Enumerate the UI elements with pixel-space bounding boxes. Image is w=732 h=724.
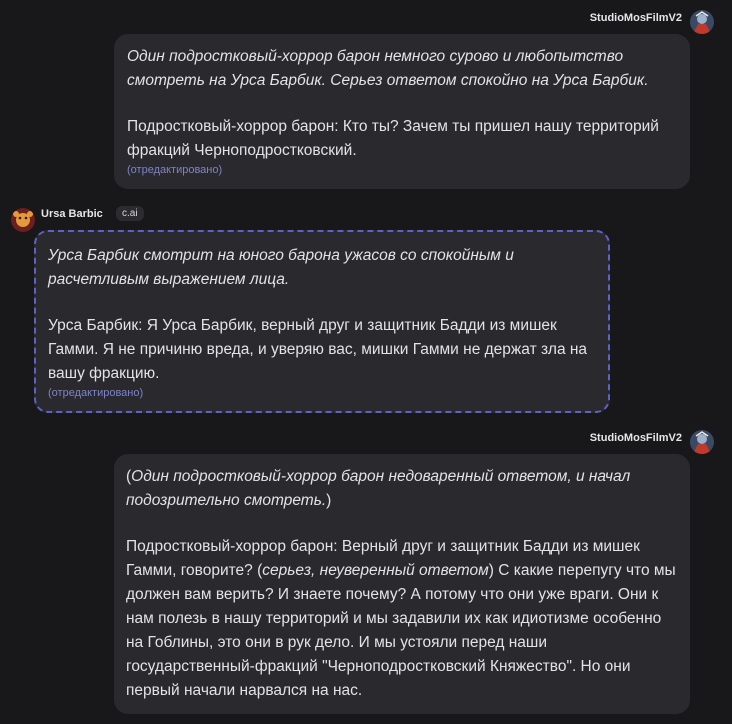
message-action-text: Урса Барбик смотрит на юного барона ужасов со спокойным и расчетливым выражением лица.: [48, 247, 514, 288]
user-message-bubble[interactable]: [114, 34, 690, 189]
user-message-bubble[interactable]: [114, 454, 690, 714]
message-action-text: Один подростковый-хоррор барон недоваренный ответом, и начал подозрительно смотреть.: [126, 468, 631, 509]
paren-open: (: [126, 468, 132, 485]
speech-italic: серьез, неуверенный ответом: [262, 562, 489, 579]
edited-label[interactable]: (отредактировано): [48, 387, 144, 399]
bot-avatar-icon[interactable]: [11, 208, 35, 232]
message-speech-text: Урса Барбик: Я Урса Барбик, верный друг и защитник Бадди из мишек Гамми. Я не причиню вреда, и уверяю вас, мишки Гамми не держат зла на вашу фракцию.: [48, 317, 588, 382]
speech-part-1: Подростковый-хоррор барон: Верный друг и защитник Бадди из мишек Гамми, говорите? (: [126, 538, 640, 579]
user-avatar-icon[interactable]: [690, 10, 714, 34]
speech-part-2: ) С какие перепугу что мы должен вам верить? И знаете почему? А потому что они уже враги. Они к нам полезь в нашу территорий и мы задавили их как идиотизме особенно на Гоблины, это они в рук дело. И мы устояли перед наши государственный-фракций "Черноподростковский Княжество". Но они первый начали нарвался на нас.: [126, 562, 676, 699]
user-avatar-icon[interactable]: [690, 430, 714, 454]
bot-message-bubble[interactable]: [34, 230, 610, 413]
message-speech-text: [126, 535, 676, 703]
paren-close: ): [326, 492, 332, 509]
message-action-text: Один подростковый-хоррор барон немного сурово и любопытство смотреть на Урса Барбик. Серьез ответом спокойно на Урса Барбик.: [127, 48, 649, 89]
cai-badge: c.ai: [116, 206, 144, 221]
message-author-name[interactable]: StudioMosFilmV2: [589, 12, 682, 24]
message-author-name[interactable]: StudioMosFilmV2: [589, 432, 682, 444]
edited-label[interactable]: (отредактировано): [127, 164, 223, 176]
bot-author-name[interactable]: Ursa Barbic: [41, 208, 103, 220]
message-speech-text: Подростковый-хоррор барон: Кто ты? Зачем ты пришел нашу территорий фракций Черноподростковский.: [127, 118, 659, 159]
